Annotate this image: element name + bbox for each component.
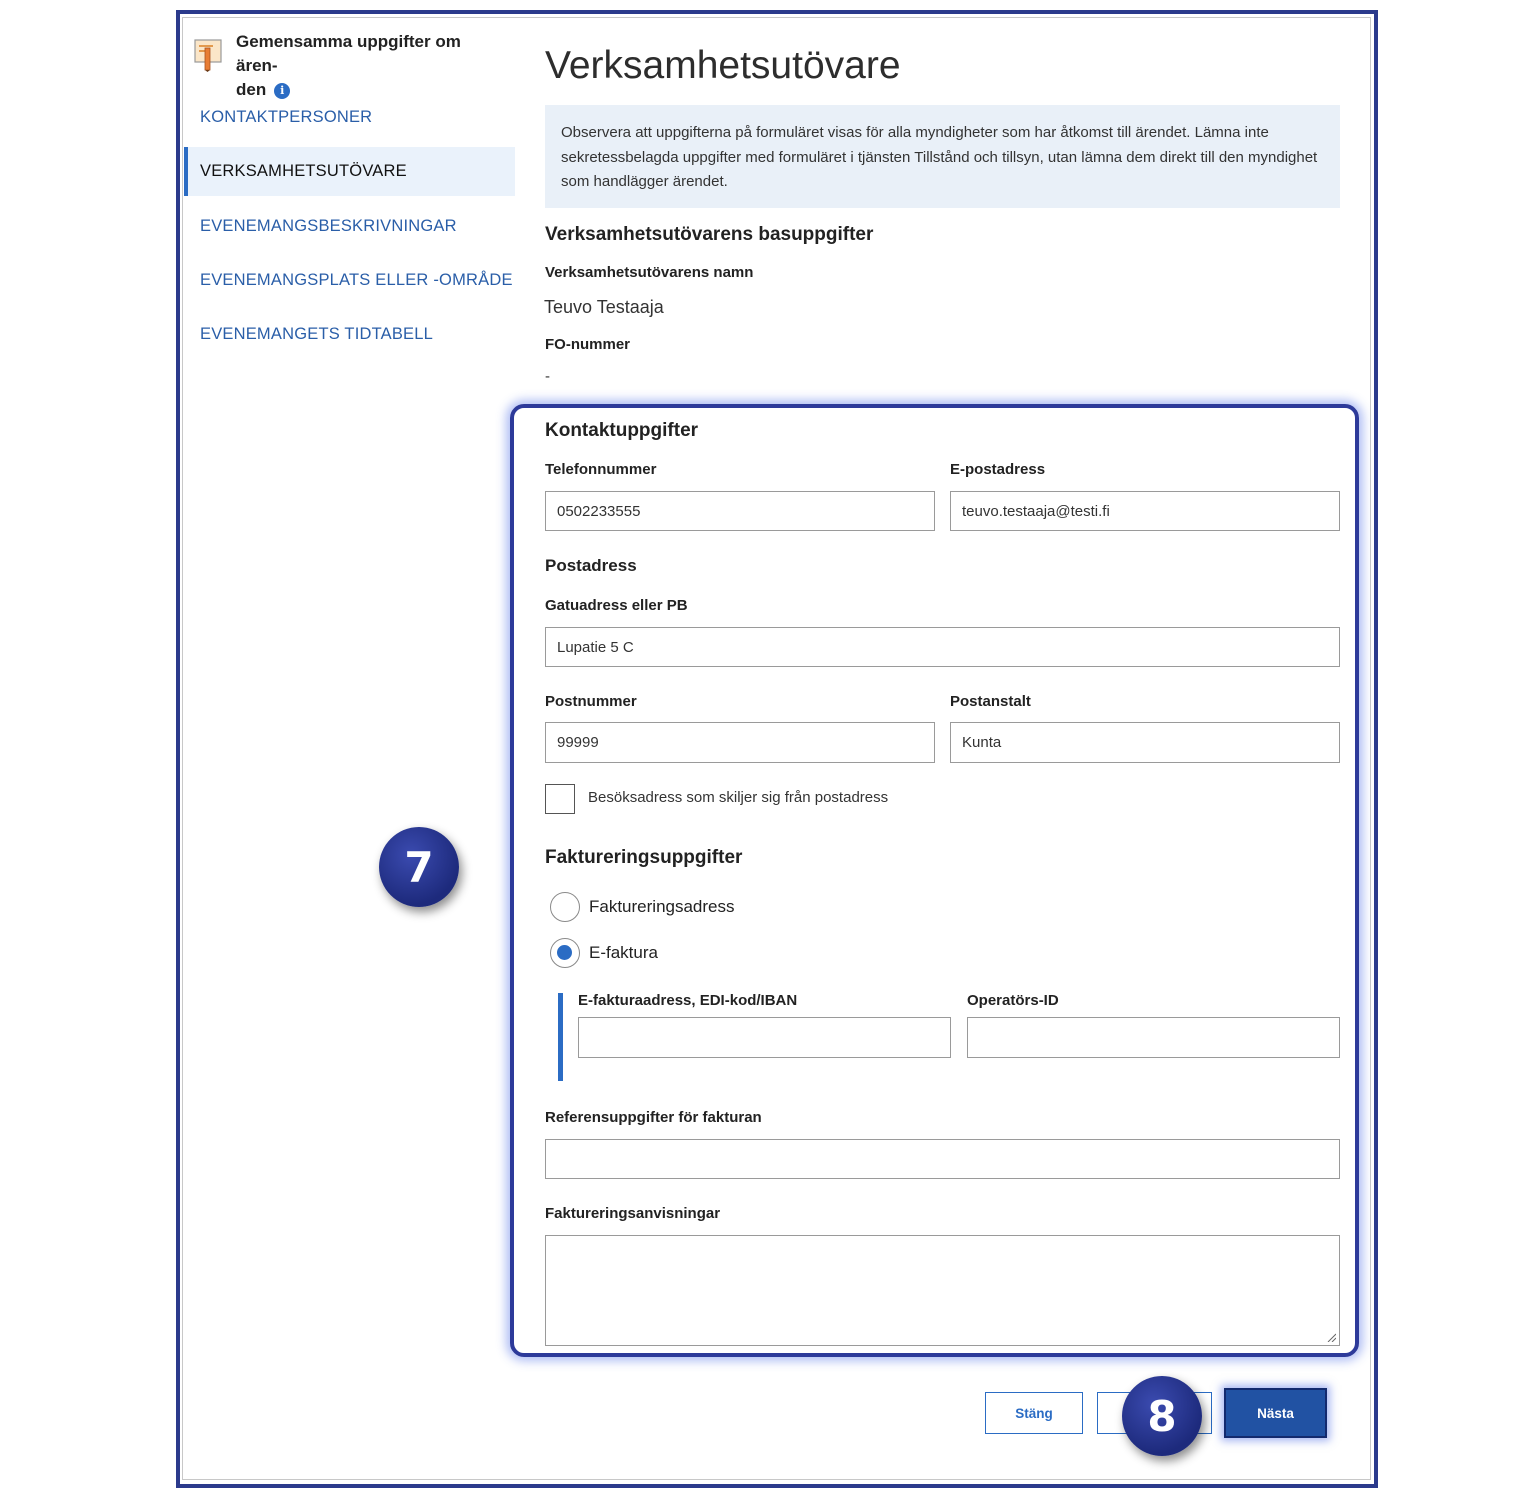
einvoice-option-label[interactable]: E-faktura bbox=[589, 943, 658, 962]
sidebar-item-verksamhetsutovare[interactable] bbox=[184, 147, 515, 196]
operator-name-label: Verksamhetsutövarens namn bbox=[545, 264, 754, 281]
next-button-label: Nästa bbox=[1257, 1405, 1294, 1421]
city-input-value: Kunta bbox=[962, 734, 1002, 751]
operator-name-value: Teuvo Testaaja bbox=[544, 297, 664, 317]
instructions-textarea[interactable] bbox=[545, 1235, 1340, 1346]
billing-heading: Faktureringsuppgifter bbox=[545, 847, 743, 868]
fo-number-label: FO-nummer bbox=[545, 336, 631, 353]
step-badge-8 bbox=[1122, 1376, 1202, 1456]
einvoice-indent-bar bbox=[558, 993, 563, 1081]
street-label: Gatuadress eller PB bbox=[545, 597, 688, 614]
sidebar-item-evenemangsbeskrivningar[interactable] bbox=[200, 217, 457, 236]
step-badge-7-number: 7 bbox=[404, 842, 434, 892]
sidebar bbox=[184, 20, 516, 380]
billing-address-radio[interactable] bbox=[550, 892, 580, 922]
sidebar-item-label: VERKSAMHETSUTÖVARE bbox=[200, 162, 407, 180]
visit-address-label[interactable]: Besöksadress som skiljer sig från postadress bbox=[588, 789, 889, 806]
sidebar-title-line2: den bbox=[236, 80, 267, 99]
sidebar-item-label: EVENEMANGSBESKRIVNINGAR bbox=[200, 217, 457, 235]
sidebar-item-kontaktpersoner[interactable] bbox=[200, 108, 372, 127]
info-icon[interactable]: i bbox=[274, 83, 290, 99]
contact-heading: Kontaktuppgifter bbox=[545, 420, 699, 441]
page-title: Verksamhetsutövare bbox=[545, 44, 901, 87]
sidebar-item-label: EVENEMANGETS TIDTABELL bbox=[200, 325, 434, 343]
city-input[interactable] bbox=[950, 722, 1340, 763]
zip-input[interactable] bbox=[545, 722, 935, 763]
operator-id-input[interactable] bbox=[967, 1017, 1340, 1058]
fo-number-value: - bbox=[545, 368, 550, 385]
sidebar-item-label: EVENEMANGSPLATS ELLER -OMRÅDE bbox=[200, 271, 513, 289]
close-button[interactable] bbox=[985, 1392, 1083, 1434]
phone-input-value: 0502233555 bbox=[557, 502, 641, 520]
basic-info-heading: Verksamhetsutövarens basuppgifter bbox=[545, 224, 874, 245]
sidebar-item-evenemangsplats[interactable] bbox=[200, 271, 513, 290]
reference-label: Referensuppgifter för fakturan bbox=[545, 1109, 762, 1126]
close-button-label: Stäng bbox=[1015, 1405, 1053, 1421]
email-input[interactable] bbox=[950, 491, 1340, 531]
einvoice-address-input[interactable] bbox=[578, 1017, 951, 1058]
zip-input-value: 99999 bbox=[557, 734, 599, 751]
reference-input[interactable] bbox=[545, 1139, 1340, 1179]
street-input-value: Lupatie 5 C bbox=[557, 638, 634, 656]
notice-box bbox=[545, 105, 1340, 208]
email-label: E-postadress bbox=[950, 461, 1046, 478]
einvoice-address-label: E-fakturaadress, EDI-kod/IBAN bbox=[578, 992, 798, 1009]
sidebar-item-label: KONTAKTPERSONER bbox=[200, 108, 373, 126]
resize-handle-icon[interactable] bbox=[1326, 1332, 1336, 1342]
sidebar-item-evenemangets-tidtabell[interactable] bbox=[200, 325, 433, 344]
notice-text: Observera att uppgifterna på formuläret visas för alla myndigheter som har åtkomst till ärendet. Lämna inte sekretessbelagda uppgifter med formuläret i tjänsten Tillstånd och tillsyn, utan lämna dem direkt till den myndighet som handlägger ärendet. bbox=[561, 124, 1318, 190]
step-badge-8-number: 8 bbox=[1147, 1391, 1177, 1441]
zip-label: Postnummer bbox=[545, 693, 637, 710]
einvoice-radio[interactable] bbox=[550, 938, 580, 968]
city-label: Postanstalt bbox=[950, 693, 1031, 710]
next-button[interactable] bbox=[1224, 1388, 1327, 1438]
form-icon bbox=[194, 38, 224, 77]
billing-address-option-label[interactable]: Faktureringsadress bbox=[589, 897, 735, 916]
visit-address-checkbox[interactable] bbox=[545, 784, 575, 814]
step-badge-7 bbox=[379, 827, 459, 907]
sidebar-title-line1: Gemensamma uppgifter om ären- bbox=[236, 32, 461, 75]
email-input-value: teuvo.testaaja@testi.fi bbox=[962, 502, 1110, 520]
phone-input[interactable] bbox=[545, 491, 935, 531]
operator-id-label: Operatörs-ID bbox=[967, 992, 1059, 1009]
phone-label: Telefonnummer bbox=[545, 461, 657, 478]
sidebar-title bbox=[236, 30, 506, 102]
instructions-label: Faktureringsanvisningar bbox=[545, 1205, 721, 1222]
postal-heading: Postadress bbox=[545, 556, 637, 575]
street-input[interactable] bbox=[545, 627, 1340, 667]
radio-selected-dot bbox=[557, 945, 572, 960]
